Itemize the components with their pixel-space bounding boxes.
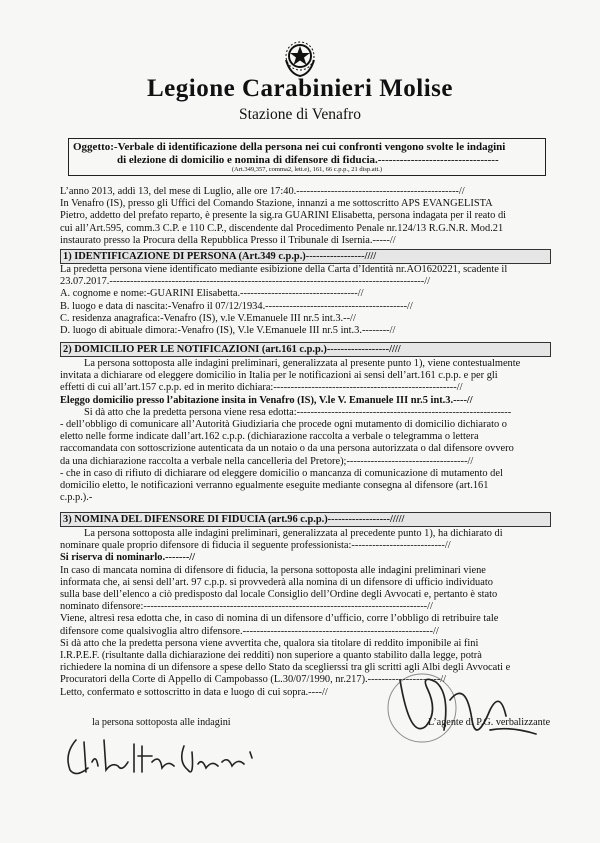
section-1-body xyxy=(60,264,550,337)
section-3-line: La persona sottoposta alle indagini preliminari, generalizzata al precedente punto 1), ha dichiarato di xyxy=(84,528,503,539)
section-3-line: nominato difensore:----------------------------------------------------------------------------------// xyxy=(60,601,433,613)
section-2-line: da una dichiarazione raccolta a verbale nella cancelleria del Pretore);-----------------------------------// xyxy=(60,455,474,467)
intro-line: cui all’Art.595, comm.3 C.P. e 110 C.P., discendente dal Procedimento Penale nr.124/13 R.G.N.R. Mod.21 xyxy=(60,222,504,234)
signature-label-officer: L’agente di P.G. verbalizzante xyxy=(428,717,551,728)
intro-line: L’anno 2013, addì 13, del mese di Luglio, alle ore 17:40.-----------------------------------------------// xyxy=(60,186,465,197)
field-surname-name: A. cognome e nome:-GUARINI Elisabetta.----------------------------------// xyxy=(60,288,364,300)
section-1-line: 23.07.2017.-------------------------------------------------------------------------------------------// xyxy=(60,276,431,288)
section-1-heading: 1) IDENTIFICAZIONE DI PERSONA (Art.349 c.p.p.)-----------------//// xyxy=(60,249,551,264)
field-birth: B. luogo e data di nascita:-Venafro il 07/12/1934.-----------------------------------------// xyxy=(60,300,413,312)
subject-line-1: Oggetto:-Verbale di identificazione della persona nei cui confronti vengono svolte le indagini xyxy=(73,141,506,153)
subject-line-2: di elezione di domicilio e nomina di difensore di fiducia.--------------------------------- xyxy=(117,154,499,166)
section-2-heading: 2) DOMICILIO PER LE NOTIFICAZIONI (art.161 c.p.p.)------------------//// xyxy=(60,342,551,357)
section-3-line: difensore come qualsivoglia altro difensore.-------------------------------------------------------// xyxy=(60,625,439,637)
reserve-nomination: Si riserva di nominarlo.-------// xyxy=(60,552,196,564)
page-subtitle: Stazione di Venafro xyxy=(239,106,361,123)
intro-line: In Venafro (IS), presso gli Uffici del Comando Stazione, innanzi a me sottoscritto APS EVANGELISTA xyxy=(60,198,493,210)
section-2-line: eletto nelle forme indicate dall’art.162 c.p.p. (dichiarazione raccolta a verbale o telegramma o lettera xyxy=(60,431,479,443)
officer-signature xyxy=(340,660,560,760)
italian-emblem-icon xyxy=(282,38,318,78)
subject-references: (Art.349,357, comma2, lett.e), 161, 66 c.p.p., 21 disp.att.) xyxy=(231,166,383,173)
section-2-line: raccomandata con sottoscrizione autenticata da un notaio o da una persona autorizzata o dal difensore ovvero xyxy=(60,443,514,455)
section-2-body xyxy=(60,358,550,504)
signature-label-suspect: la persona sottoposta alle indagini xyxy=(92,717,231,728)
section-2-line: domicilio eletto, le notificazioni verranno egualmente eseguite mediante consegna al difensore (art.161 xyxy=(60,480,489,492)
section-3-line: I.R.P.E.F. (risultante dalla dichiarazione dei redditi) non superiore a quanto stabilito dalla legge, potrà xyxy=(60,650,482,662)
intro-paragraph xyxy=(60,186,550,247)
section-2-line: effetti di cui all’art.157 c.p.p. ed in merito dichiara:-----------------------------------------------------// xyxy=(60,382,463,394)
section-3-line: nominare quale proprio difensore di fiducia il seguente professionista:---------------------------// xyxy=(60,540,451,552)
intro-line: Pietro, addetto del prefato reparto, è presente la sig.ra GUARINI Elisabetta, persona indagata per il reato di xyxy=(60,210,507,222)
section-2-line: - che in caso di rifiuto di dichiarare od eleggere domicilio o mancanza di comunicazione di mutamento del xyxy=(60,467,503,479)
section-2-line: - dell’obbligo di comunicare all’Autorità Giudiziaria che procede ogni mutamento di domicilio dichiarato o xyxy=(60,419,507,431)
domicile-declaration: Eleggo domicilio presso l’abitazione insita in Venafro (IS), V.le V. Emanuele III nr.5 int.3.----// xyxy=(60,394,473,406)
intro-line: instaurato presso la Procura della Repubblica Presso il Tribunale di Isernia.-----// xyxy=(60,234,396,246)
section-3-line: richiedere la nomina di un difensore a spese dello Stato da sceglierssi tra gli scritti agli Albi degli Avvocati e xyxy=(60,662,511,674)
section-1-line: La predetta persona viene identificato mediante esibizione della Carta d’Identità nr.AO1620221, scadente il xyxy=(60,264,508,275)
section-3-line: Si dà atto che la predetta persona viene avvertita che, qualora sia titolare di reddito imponibile ai fini xyxy=(60,637,479,649)
section-2-line: invitata a dichiarare od eleggere domicilio in Italia per le notificazioni ai sensi dell’art.161 c.p.p. e per gli xyxy=(60,370,498,382)
section-3-line: In caso di mancata nomina di difensore di fiducia, la persona sottoposta alle indagini preliminari viene xyxy=(60,564,486,576)
section-2-line: c.p.p.).- xyxy=(60,492,93,504)
closing-line: Letto, confermato e sottoscritto in data e luogo di cui sopra.----// xyxy=(60,686,328,698)
field-dwelling: D. luogo di abituale dimora:-Venafro (IS), V.le V.Emanuele III nr.5 int.3.--------// xyxy=(60,325,396,337)
section-3-line: Viene, altresì resa edotta che, in caso di nomina di un difensore d’ufficio, corre l’obbligo di retribuire tale xyxy=(60,613,499,625)
section-3-line: sulla base dell’elenco a ciò predisposto dal locale Consiglio dell’Ordine degli Avvocati e, pertanto è stato xyxy=(60,589,498,601)
suspect-signature xyxy=(62,732,262,784)
section-2-line: La persona sottoposta alle indagini preliminari, generalizzata al presente punto 1), viene contestualmente xyxy=(84,358,521,369)
section-3-heading: 3) NOMINA DEL DIFENSORE DI FIDUCIA (art.96 c.p.p.)------------------///// xyxy=(60,512,551,527)
subject-box xyxy=(68,138,546,176)
section-3-line: Procuratori della Corte di Appello di Campobasso (L.30/07/1990, nr.217).---------------------// xyxy=(60,674,447,686)
section-2-line: Si dà atto che la predetta persona viene resa edotta:-------------------------------------------------------------- xyxy=(84,406,512,418)
section-3-line: informata che, ai sensi dell’art. 97 c.p.p. si provvederà alla nomina di un difensore di ufficio individuato xyxy=(60,576,493,588)
page-title: Legione Carabinieri Molise xyxy=(146,75,454,102)
field-residence: C. residenza anagrafica:-Venafro (IS), v.le V.Emanuele III nr.5 int.3.--// xyxy=(60,312,356,324)
